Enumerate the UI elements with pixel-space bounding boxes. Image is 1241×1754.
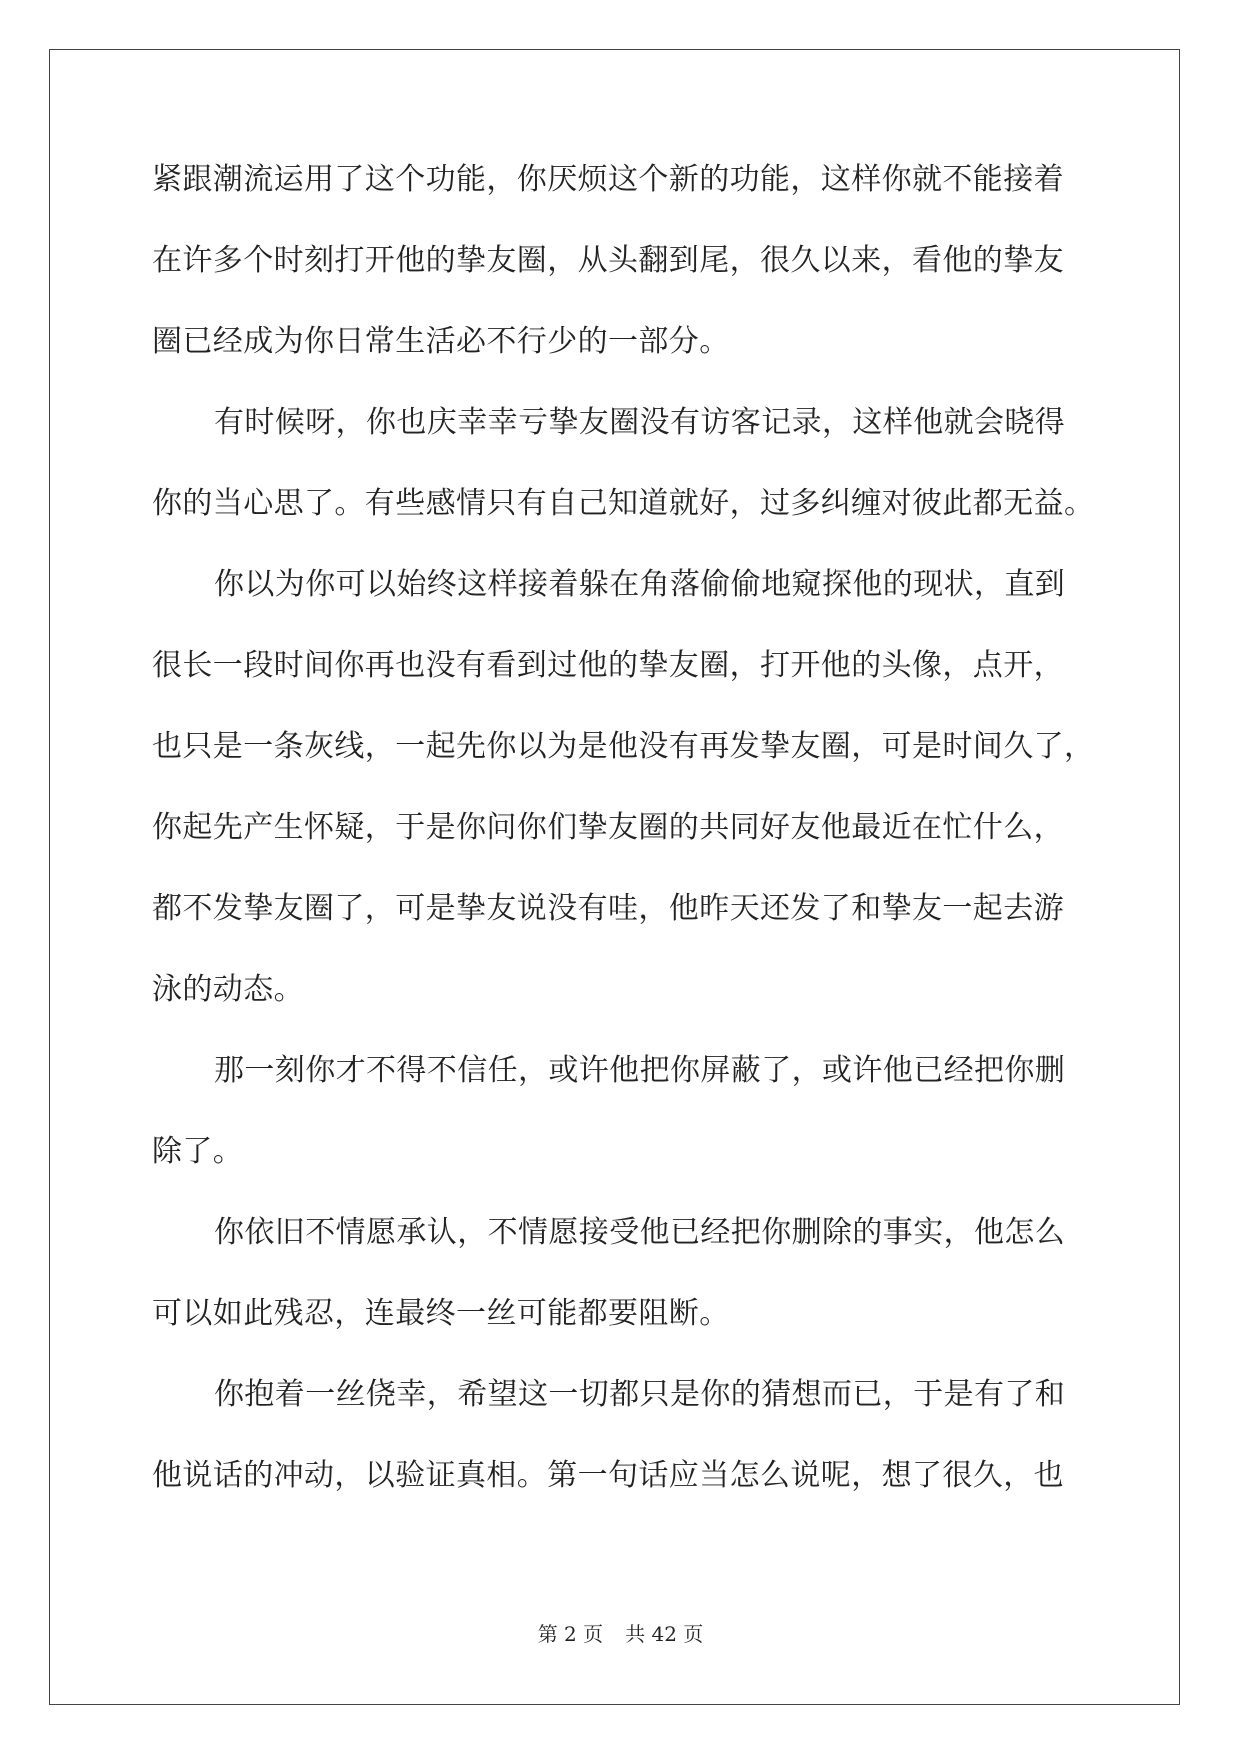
page-number: 第 2 页 xyxy=(537,1622,604,1646)
text-line: 紧跟潮流运用了这个功能，你厌烦这个新的功能，这样你就不能接着 xyxy=(152,162,1064,197)
text-line: 在许多个时刻打开他的挚友圈，从头翻到尾，很久以来，看他的挚友 xyxy=(152,243,1064,278)
paragraph-first-line: 你抱着一丝侥幸，希望这一切都只是你的猜想而已，于是有了和 xyxy=(214,1377,1066,1412)
text-line: 你起先产生怀疑，于是你问你们挚友圈的共同好友他最近在忙什么， xyxy=(152,810,1064,845)
paragraph-first-line: 你以为你可以始终这样接着躲在角落偷偷地窥探他的现状，直到 xyxy=(214,567,1066,602)
text-line: 泳的动态。 xyxy=(152,972,304,1007)
text-line: 他说话的冲动，以验证真相。第一句话应当怎么说呢，想了很久，也 xyxy=(152,1458,1064,1493)
text-line: 可以如此残忍，连最终一丝可能都要阻断。 xyxy=(152,1296,730,1331)
page-footer xyxy=(0,1618,1241,1647)
text-line: 除了。 xyxy=(152,1134,244,1169)
body-text xyxy=(152,160,1095,1537)
page-total: 共 42 页 xyxy=(625,1622,704,1646)
paragraph-first-line: 那一刻你才不得不信任，或许他把你屏蔽了，或许他已经把你删 xyxy=(214,1053,1066,1088)
paragraph-first-line: 有时候呀，你也庆幸幸亏挚友圈没有访客记录，这样他就会晓得 xyxy=(214,405,1066,440)
text-line: 也只是一条灰线，一起先你以为是他没有再发挚友圈，可是时间久了， xyxy=(152,729,1095,764)
text-line: 都不发挚友圈了，可是挚友说没有哇，他昨天还发了和挚友一起去游 xyxy=(152,891,1064,926)
text-line: 圈已经成为你日常生活必不行少的一部分。 xyxy=(152,324,730,359)
paragraph-first-line: 你依旧不情愿承认，不情愿接受他已经把你删除的事实，他怎么 xyxy=(214,1215,1066,1250)
text-line: 你的当心思了。有些感情只有自己知道就好，过多纠缠对彼此都无益。 xyxy=(152,486,1095,521)
text-line: 很长一段时间你再也没有看到过他的挚友圈，打开他的头像，点开， xyxy=(152,648,1064,683)
